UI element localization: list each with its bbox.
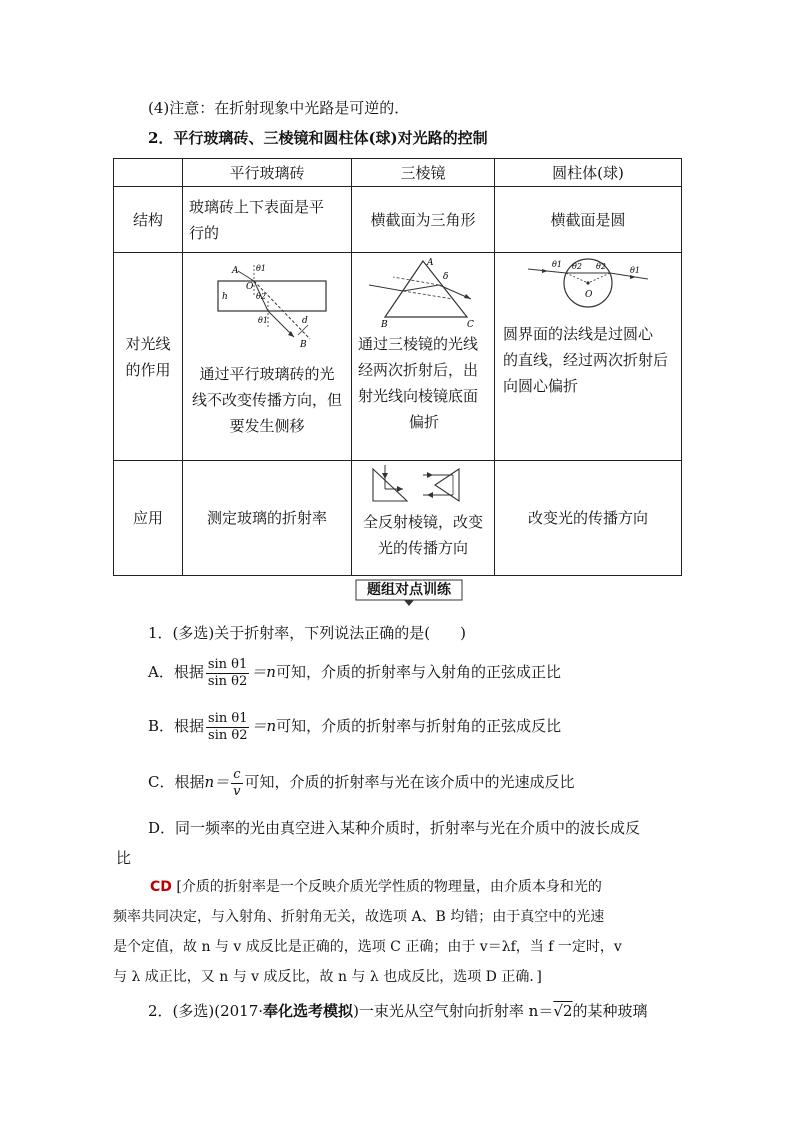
- q1-option-d-line2: 比: [116, 849, 132, 867]
- cylinder-effect-line3: 向圆心偏折: [503, 377, 579, 395]
- slab-diagram: [202, 257, 332, 353]
- answer-line4: 与 λ 成正比，又 n 与 v 成反比，故 n 与 λ 也成反比，选项 D 正确．]: [113, 969, 542, 985]
- cell-slab-application: 测定玻璃的折射率: [183, 461, 352, 576]
- q1-c-fraction: [231, 767, 242, 800]
- cell-slab-structure: [183, 187, 352, 253]
- header-cylinder: 圆柱体(球): [495, 159, 682, 187]
- header-empty: [114, 159, 183, 187]
- slab-label-theta2: θ2: [256, 292, 266, 301]
- q1-option-d-line1: D．同一频率的光由真空进入某种介质时，折射率与光在介质中的波长成反: [148, 819, 641, 837]
- effect-label-line2: 的作用: [125, 360, 171, 379]
- q2-sqrt: √2: [553, 1002, 573, 1020]
- prism-effect-line3: 射光线向棱镜底面: [358, 387, 479, 405]
- slab-label-o: O: [246, 282, 254, 292]
- q1-stem: 1．(多选)关于折射率，下列说法正确的是( ): [148, 624, 466, 642]
- slab-effect-line1: 通过平行玻璃砖的光: [199, 365, 335, 383]
- slab-structure-line1: 玻璃砖上下表面是平: [189, 197, 325, 216]
- slab-effect-line3: 要发生侧移: [229, 417, 305, 435]
- cylinder-label-theta1-out: θ1: [630, 266, 640, 275]
- q1-b-eq: ＝n: [251, 717, 277, 735]
- cylinder-label-theta2-out: θ2: [596, 262, 606, 271]
- slab-label-theta1-out: θ1: [258, 316, 268, 325]
- cell-cylinder-application: 改变光的传播方向: [495, 461, 682, 576]
- q1-b-den: sin θ2: [208, 727, 248, 743]
- q2-source: 奉化选考模拟: [263, 1002, 354, 1020]
- row-label-application: 应用: [114, 461, 183, 576]
- q1-a-fraction: [206, 657, 249, 690]
- table-row-application: [114, 461, 682, 576]
- prism-label-c: C: [467, 320, 474, 330]
- table-row-effect: [114, 253, 682, 461]
- cell-cylinder-effect: [495, 253, 682, 461]
- q1-b-num: sin θ1: [208, 710, 248, 726]
- q1-a-den: sin θ2: [207, 673, 248, 689]
- cell-slab-effect: [183, 253, 352, 461]
- cylinder-label-theta2-in: θ2: [572, 262, 582, 271]
- q1-option-c: [148, 762, 575, 802]
- cylinder-effect-line1: 圆界面的法线是过圆心: [503, 325, 654, 343]
- banner-title: 题组对点训练: [367, 582, 451, 598]
- row-label-structure: 结构: [114, 187, 183, 253]
- header-slab: 平行玻璃砖: [183, 159, 352, 187]
- note-line: (4)注意：在折射现象中光路是可逆的．: [148, 99, 410, 117]
- slab-label-theta1: θ1: [256, 264, 266, 273]
- section-title: 2．平行玻璃砖、三棱镜和圆柱体(球)对光路的控制: [148, 129, 488, 147]
- q1-b-text: 可知，介质的折射率与折射角的正弦成反比: [276, 717, 562, 735]
- answer-line2: 频率共同决定，与入射角、折射角无关，故选项 A、B 均错；由于真空中的光速: [113, 909, 605, 925]
- q1-c-n: n＝: [204, 773, 230, 791]
- q2-tail: 的某种玻璃: [572, 1002, 648, 1020]
- prism-effect-line2: 经两次折射后，出: [358, 361, 479, 379]
- cell-cylinder-structure: 横截面是圆: [495, 187, 682, 253]
- prism-effect-line4: 偏折: [408, 413, 439, 431]
- q1-a-text: 可知，介质的折射率与入射角的正弦成正比: [275, 663, 561, 681]
- q1-a-eq: ＝n: [251, 663, 276, 681]
- cell-prism-effect: [352, 253, 495, 461]
- answer-text-1: [介质的折射率是一个反映介质光学性质的物理量，由介质本身和光的: [176, 879, 602, 895]
- prism-application-line1: 全反射棱镜，改变: [362, 513, 483, 531]
- q1-c-prefix: C．根据: [148, 773, 205, 791]
- slab-label-h: h: [222, 292, 228, 302]
- cell-prism-application: [352, 461, 495, 576]
- q1-b-fraction: [206, 711, 249, 744]
- q1-option-b: [148, 706, 561, 746]
- slab-label-a: A: [232, 266, 239, 276]
- q1-c-num: c: [231, 767, 242, 784]
- q1-c-den: v: [233, 783, 241, 799]
- cylinder-label-theta1-in: θ1: [552, 260, 562, 269]
- practice-banner: [348, 578, 470, 608]
- answer-line1: [150, 872, 602, 902]
- prism-diagram: [363, 255, 483, 331]
- table-header-row: [114, 159, 682, 187]
- q2-text: )一束光从空气射向折射率 n＝: [353, 1002, 554, 1020]
- slab-label-d: d: [302, 316, 308, 326]
- effect-label-line1: 对光线: [125, 334, 171, 353]
- slab-effect-line2: 线不改变传播方向，但: [191, 391, 342, 409]
- row-label-effect: [114, 253, 183, 461]
- q1-b-prefix: B．根据: [148, 717, 205, 735]
- cell-prism-structure: 横截面为三角形: [352, 187, 495, 253]
- slab-label-b: B: [300, 340, 307, 350]
- total-reflection-prism-diagram: [363, 465, 483, 505]
- cylinder-label-o: O: [585, 290, 593, 300]
- prism-application-line2: 光的传播方向: [377, 539, 468, 557]
- q1-option-a: [148, 652, 561, 692]
- q1-a-num: sin θ1: [207, 656, 248, 672]
- answer-key: CD: [150, 879, 172, 895]
- q1-c-text: 可知，介质的折射率与光在该介质中的光速成反比: [244, 773, 575, 791]
- answer-line3: 是个定值，故 n 与 v 成反比是正确的，选项 C 正确；由于 v＝λf，当 f 一定时，v: [113, 939, 622, 955]
- q2-prefix: 2．(多选)(2017·: [148, 1002, 264, 1020]
- prism-effect-line1: 通过三棱镜的光线: [358, 335, 479, 353]
- prism-label-delta: δ: [443, 272, 449, 282]
- cylinder-effect-line2: 的直线，经过两次折射后: [503, 351, 669, 369]
- prism-label-a: A: [427, 258, 434, 268]
- q2-line: [148, 1000, 647, 1021]
- header-prism: 三棱镜: [352, 159, 495, 187]
- light-path-table: [113, 158, 682, 576]
- prism-label-b: B: [381, 320, 388, 330]
- slab-structure-line2: 行的: [189, 223, 220, 242]
- q1-a-prefix: A．根据: [148, 663, 204, 681]
- cylinder-diagram: [508, 257, 668, 313]
- table-row-structure: [114, 187, 682, 253]
